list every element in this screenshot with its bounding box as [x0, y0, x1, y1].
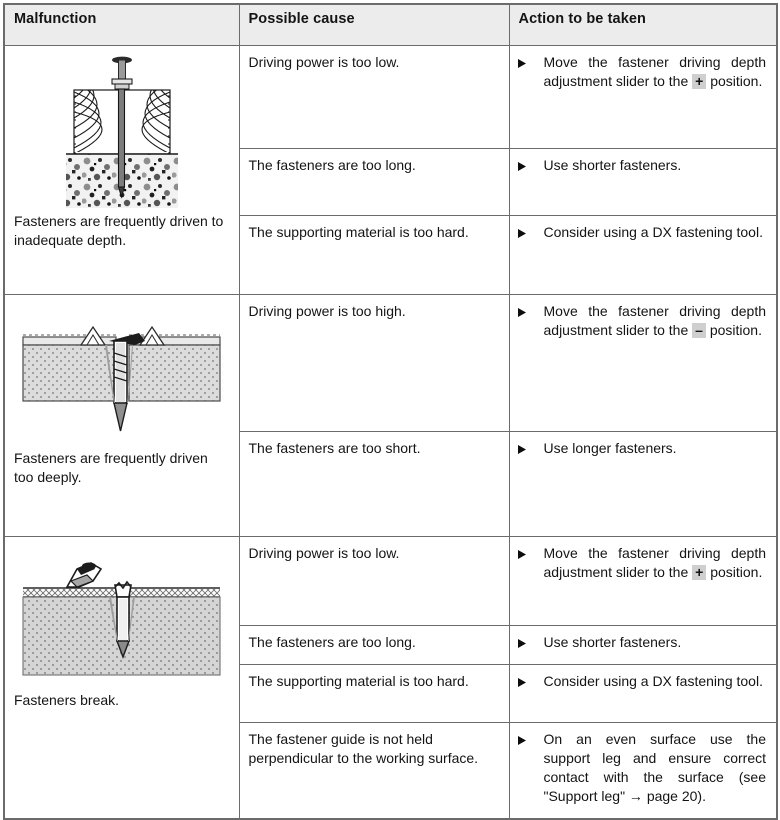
action-text: Use shorter fasteners. [543, 157, 682, 173]
slider-key-badge: – [692, 323, 706, 338]
troubleshooting-table [3, 3, 778, 820]
triangle-right-icon [518, 730, 544, 745]
triangle-right-icon [518, 672, 544, 687]
triangle-right-icon [518, 53, 544, 68]
cause-cell: Driving power is too low. [239, 537, 509, 626]
action-cell [509, 537, 777, 626]
action-text-before: Move the fastener driving depth adjustment slider to the [543, 303, 766, 338]
nail-in-wood-over-concrete-icon [52, 52, 192, 212]
column-header-action: Action to be taken [509, 4, 777, 46]
table-body [4, 46, 777, 820]
slider-key-badge: + [692, 565, 706, 580]
table-header [4, 4, 777, 46]
triangle-right-icon [518, 223, 544, 238]
action-text-after: position. [706, 564, 763, 580]
action-text: Use shorter fasteners. [543, 634, 682, 650]
cause-cell: The supporting material is too hard. [239, 216, 509, 295]
broken-fastener-in-concrete-icon [19, 551, 224, 691]
malfunction-cell-too-deeply [4, 295, 239, 537]
figure-fastener-through-steel-deck [5, 295, 239, 449]
figure-broken-fastener-in-concrete [5, 537, 239, 691]
action-cell [509, 295, 777, 432]
cause-cell: The fasteners are too short. [239, 432, 509, 537]
table-row [4, 537, 777, 626]
malfunction-cell-fasteners-break [4, 537, 239, 820]
table-row [4, 295, 777, 432]
action-text: Use longer fasteners. [543, 440, 677, 456]
cause-cell: The fasteners are too long. [239, 149, 509, 216]
triangle-right-icon [518, 633, 544, 648]
cause-cell: The supporting material is too hard. [239, 665, 509, 723]
malfunction-caption: Fasteners break. [14, 692, 120, 708]
cause-cell: The fastener guide is not held perpendicular to the working surface. [239, 723, 509, 820]
figure-nail-in-wood-over-concrete [5, 46, 239, 212]
cause-cell: The fasteners are too long. [239, 626, 509, 665]
action-text: Consider using a DX fastening tool. [543, 224, 763, 240]
action-cell [509, 626, 777, 665]
action-text-before: Move the fastener driving depth adjustment slider to the [543, 545, 766, 580]
cause-cell: Driving power is too high. [239, 295, 509, 432]
action-cell [509, 149, 777, 216]
action-cell [509, 432, 777, 537]
malfunction-caption: Fasteners are frequently driven too deeply. [14, 450, 208, 485]
cause-cell: Driving power is too low. [239, 46, 509, 149]
action-cell [509, 723, 777, 820]
column-header-malfunction: Malfunction [4, 4, 239, 46]
troubleshooting-page [0, 3, 780, 804]
triangle-right-icon [518, 302, 544, 317]
triangle-right-icon [518, 156, 544, 171]
triangle-right-icon [518, 439, 544, 454]
malfunction-cell-inadequate-depth [4, 46, 239, 295]
fastener-through-steel-deck-icon [19, 319, 224, 449]
table-row [4, 46, 777, 149]
action-cell [509, 216, 777, 295]
action-text: Consider using a DX fastening tool. [543, 673, 763, 689]
slider-key-badge: + [692, 74, 706, 89]
action-text-after: position. [706, 73, 763, 89]
action-text-after: position. [705, 322, 762, 338]
table-header-row [4, 4, 777, 46]
action-text-before: Move the fastener driving depth adjustment slider to the [543, 54, 766, 89]
action-text: On an even surface use the support leg and ensure correct contact with the surface (see "Support leg" → page 20). [543, 731, 766, 804]
action-cell [509, 46, 777, 149]
action-cell [509, 665, 777, 723]
column-header-possible-cause: Possible cause [239, 4, 509, 46]
malfunction-caption: Fasteners are frequently driven to inadequate depth. [14, 213, 224, 248]
triangle-right-icon [518, 544, 544, 559]
